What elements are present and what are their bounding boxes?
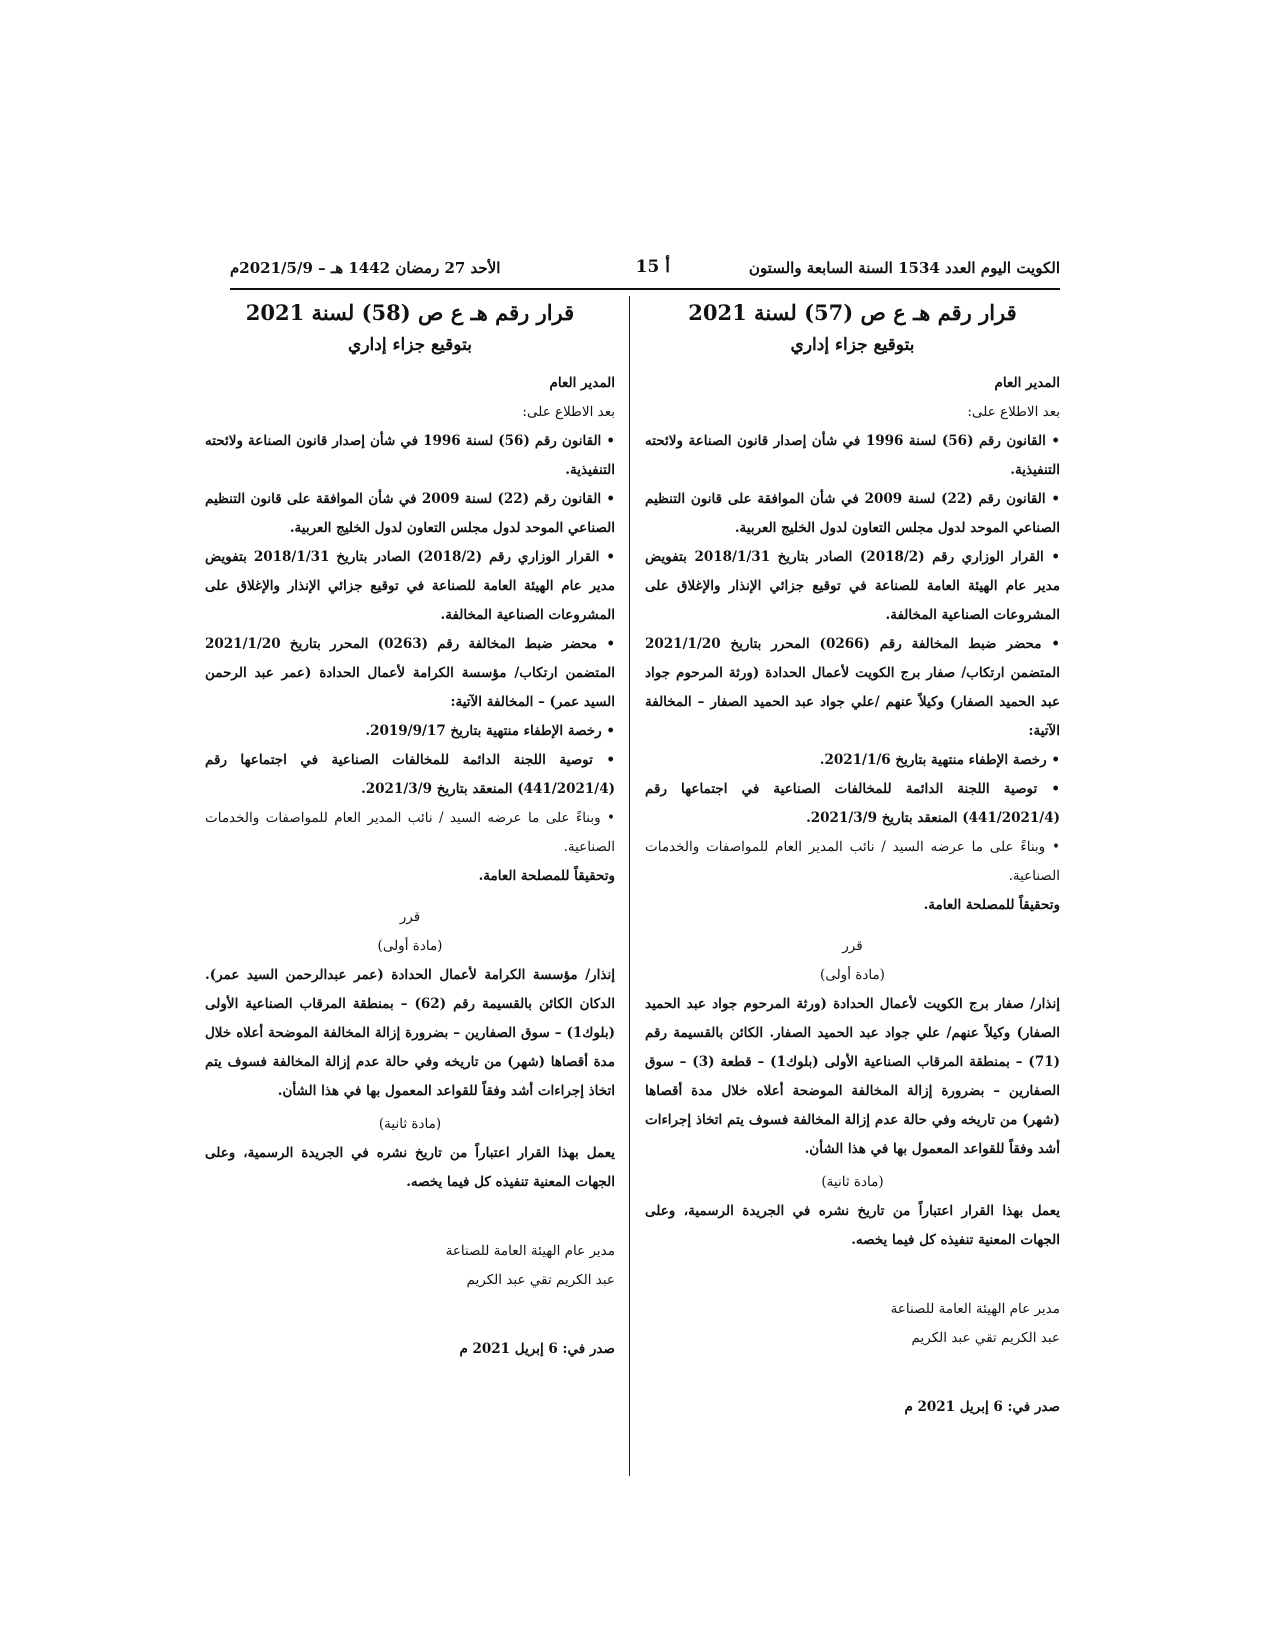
- decision-subtitle: بتوقيع جزاء إداري: [348, 335, 472, 355]
- article-2-title: (مادة ثانية): [821, 1174, 884, 1190]
- page-header: [230, 255, 1060, 285]
- signer-title: مدير عام الهيئة العامة للصناعة: [445, 1243, 615, 1259]
- public-interest-line: وتحقيقاً للمصلحة العامة.: [923, 897, 1060, 913]
- decided-heading: قرر: [842, 938, 863, 954]
- director-heading: المدير العام: [549, 375, 615, 391]
- bullet-ministerial-decision: • القرار الوزاري رقم (2018/2) الصادر بتاريخ 2018/1/31 بتفويض مدير عام الهيئة العامة للصناعة في توقيع جزائي الإنذار والإغلاق على المشروعات الصناعية المخالفة.: [645, 549, 1060, 623]
- decided-heading: قرر: [399, 909, 421, 925]
- article-1-text: إنذار/ مؤسسة الكرامة لأعمال الحدادة (عمر عبدالرحمن السيد عمر). الدكان الكائن بالقسيمة رقم (62) – بمنطقة المرقاب الصناعية الأولى (بلوك1) – سوق الصفارين – بضرورة إزالة المخالفة الموضحة أعلاه خلال مدة أقصاها (شهر) من تاريخه وفي حالة عدم إزالة المخالفة فسوف يتم اتخاذ إجراءات أشد وفقاً للقواعد المعمول بها في هذا الشأن.: [205, 967, 615, 1099]
- decision-title: قرار رقم هـ ع ص (57) لسنة 2021: [688, 300, 1017, 325]
- signer-title: مدير عام الهيئة العامة للصناعة: [890, 1301, 1060, 1317]
- bullet-fire-license: • رخصة الإطفاء منتهية بتاريخ 2021/1/6.: [819, 752, 1060, 768]
- public-interest-line: وتحقيقاً للمصلحة العامة.: [478, 868, 615, 884]
- decision-subtitle: بتوقيع جزاء إداري: [790, 335, 915, 355]
- decision-58-column: [205, 300, 615, 1364]
- decision-title: قرار رقم هـ ع ص (58) لسنة 2021: [245, 300, 575, 325]
- signer-name: عبد الكريم تقي عبد الكريم: [911, 1330, 1060, 1346]
- signer-name: عبد الكريم تقي عبد الكريم: [466, 1272, 615, 1288]
- article-1-title: (مادة أولى): [820, 967, 885, 983]
- header-rule: [230, 288, 1060, 290]
- after-review-label: بعد الاطلاع على:: [522, 404, 615, 420]
- gazette-issue-label: الكويت اليوم العدد 1534 السنة السابعة والستون: [748, 259, 1060, 277]
- bullet-law-56: • القانون رقم (56) لسنة 1996 في شأن إصدار قانون الصناعة ولائحته التنفيذية.: [645, 433, 1060, 478]
- bullet-law-56: • القانون رقم (56) لسنة 1996 في شأن إصدار قانون الصناعة ولائحته التنفيذية.: [205, 433, 615, 478]
- page-number: أ 15: [635, 257, 670, 277]
- article-1-text: إنذار/ صفار برج الكويت لأعمال الحدادة (ورثة المرحوم جواد عبد الحميد الصفار) وكيلاً عنهم/ علي جواد عبد الحميد الصفار. الكائن بالقسيمة رقم (71) – بمنطقة المرقاب الصناعية الأولى (بلوك1) – قطعة (3) – سوق الصفارين – بضرورة إزالة المخالفة الموضحة أعلاه خلال مدة أقصاها (شهر) من تاريخه وفي حالة عدم إزالة المخالفة فسوف يتم اتخاذ إجراءات أشد وفقاً للقواعد المعمول بها في هذا الشأن.: [645, 996, 1060, 1157]
- bullet-violation-record: • محضر ضبط المخالفة رقم (0266) المحرر بتاريخ 2021/1/20 المتضمن ارتكاب/ صفار برج الكويت لأعمال الحدادة (ورثة المرحوم جواد عبد الحميد الصفار) وكيلاً عنهم /علي جواد عبد الحميد الصفار – المخالفة الآتية:: [645, 636, 1060, 739]
- bullet-deputy-presentation: • وبناءً على ما عرضه السيد / نائب المدير العام للمواصفات والخدمات الصناعية.: [645, 839, 1060, 884]
- bullet-committee-recommendation: • توصية اللجنة الدائمة للمخالفات الصناعية في اجتماعها رقم (441/2021/4) المنعقد بتاريخ 2021/3/9.: [645, 781, 1060, 826]
- article-2-text: يعمل بهذا القرار اعتباراً من تاريخ نشره في الجريدة الرسمية، وعلى الجهات المعنية تنفيذه كل فيما يخصه.: [205, 1145, 615, 1190]
- decision-57-column: [645, 300, 1060, 1422]
- article-1-title: (مادة أولى): [377, 938, 443, 954]
- bullet-deputy-presentation: • وبناءً على ما عرضه السيد / نائب المدير العام للمواصفات والخدمات الصناعية.: [205, 810, 615, 855]
- header-date: الأحد 27 رمضان 1442 هـ – 2021/5/9م: [230, 259, 501, 277]
- bullet-fire-license: • رخصة الإطفاء منتهية بتاريخ 2019/9/17.: [365, 723, 615, 739]
- bullet-violation-record: • محضر ضبط المخالفة رقم (0263) المحرر بتاريخ 2021/1/20 المتضمن ارتكاب/ مؤسسة الكرامة لأعمال الحدادة (عمر عبد الرحمن السيد عمر) – المخالفة الآتية:: [205, 636, 615, 710]
- bullet-law-22: • القانون رقم (22) لسنة 2009 في شأن الموافقة على قانون التنظيم الصناعي الموحد لدول مجلس التعاون لدول الخليج العربية.: [205, 491, 615, 536]
- issued-date: صدر في: 6 إبريل 2021 م: [459, 1341, 615, 1357]
- after-review-label: بعد الاطلاع على:: [967, 404, 1060, 420]
- bullet-ministerial-decision: • القرار الوزاري رقم (2018/2) الصادر بتاريخ 2018/1/31 بتفويض مدير عام الهيئة العامة للصناعة في توقيع جزائي الإنذار والإغلاق على المشروعات الصناعية المخالفة.: [205, 549, 615, 623]
- director-heading: المدير العام: [994, 375, 1060, 391]
- article-2-title: (مادة ثانية): [378, 1116, 442, 1132]
- column-divider: [629, 296, 630, 1476]
- bullet-law-22: • القانون رقم (22) لسنة 2009 في شأن الموافقة على قانون التنظيم الصناعي الموحد لدول مجلس التعاون لدول الخليج العربية.: [645, 491, 1060, 536]
- issued-date: صدر في: 6 إبريل 2021 م: [904, 1399, 1060, 1415]
- bullet-committee-recommendation: • توصية اللجنة الدائمة للمخالفات الصناعية في اجتماعها رقم (441/2021/4) المنعقد بتاريخ 2021/3/9.: [205, 752, 615, 797]
- article-2-text: يعمل بهذا القرار اعتباراً من تاريخ نشره في الجريدة الرسمية، وعلى الجهات المعنية تنفيذه كل فيما يخصه.: [645, 1203, 1060, 1248]
